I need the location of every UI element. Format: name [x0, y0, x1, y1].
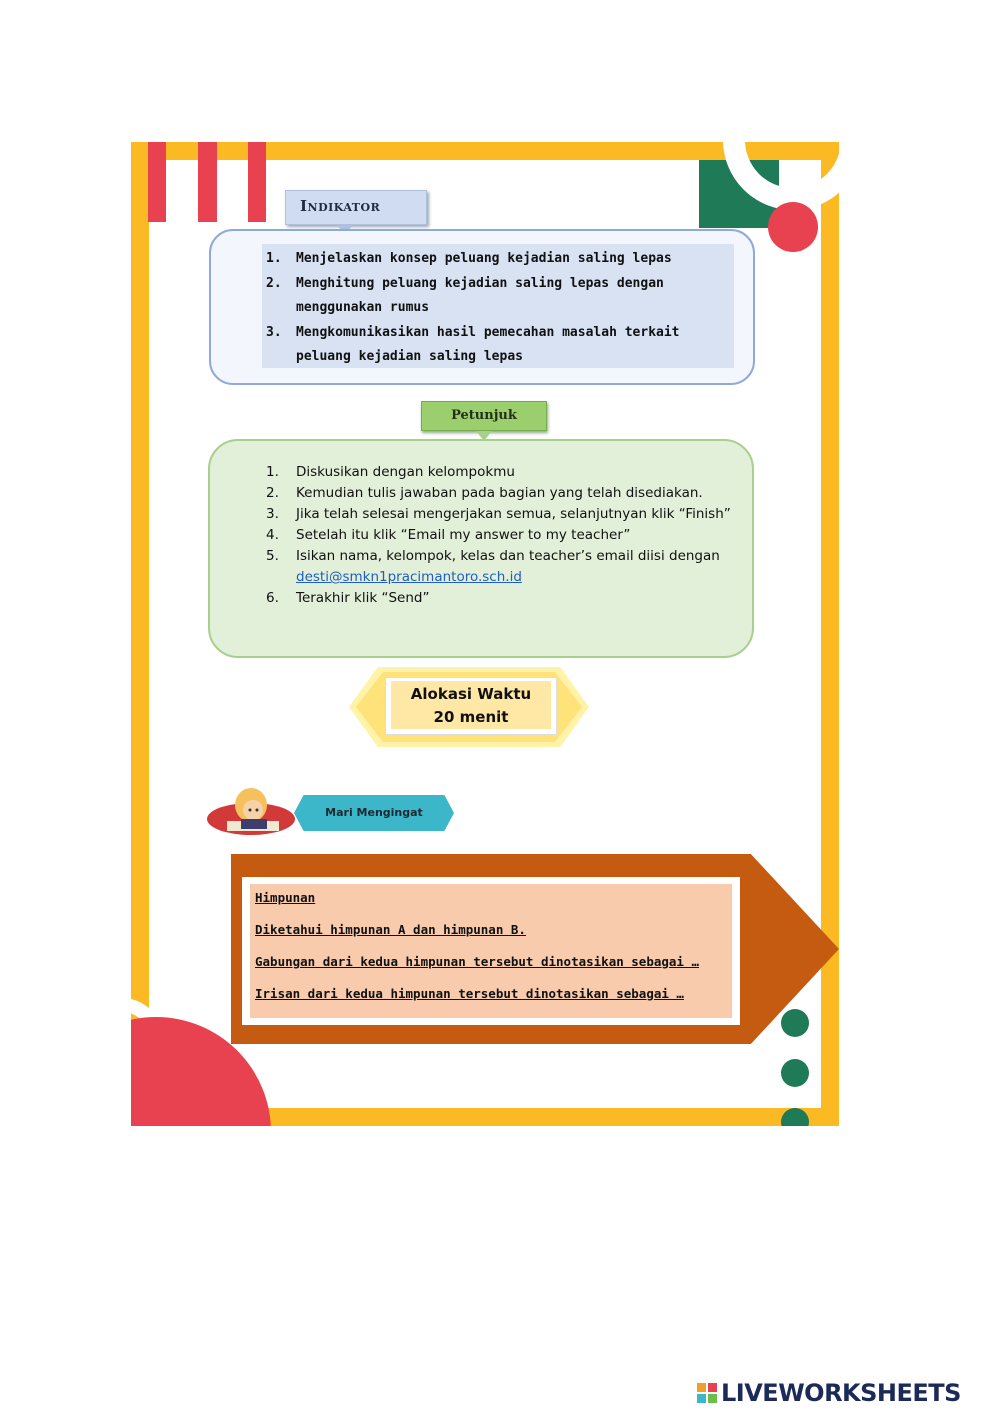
indikator-list: [266, 247, 728, 370]
himpunan-line: Diketahui himpunan A dan himpunan B.: [255, 922, 526, 937]
liveworksheets-logo: [697, 1376, 997, 1410]
list-text: Menghitung peluang kejadian saling lepas dengan menggunakan rumus: [296, 275, 664, 315]
list-number: 6.: [266, 590, 279, 606]
list-text: Setelah itu klik “Email my answer to my teacher”: [296, 527, 631, 543]
list-number: 5.: [266, 548, 279, 564]
list-text: Jika telah selesai mengerjakan semua, selanjutnyan klik “Finish”: [296, 506, 731, 522]
list-item: [266, 483, 736, 504]
green-dot-3: [781, 1108, 809, 1126]
list-number: 2.: [266, 275, 282, 291]
list-number: 1.: [266, 251, 282, 266]
list-item: [266, 272, 728, 321]
indikator-title-tag: [285, 190, 427, 225]
list-number: 3.: [266, 506, 279, 522]
red-stripe-3: [248, 142, 266, 222]
list-number: 3.: [266, 324, 282, 340]
list-text: Kemudian tulis jawaban pada bagian yang telah disediakan.: [296, 485, 703, 501]
list-number: 4.: [266, 527, 279, 543]
alokasi-waktu-label: Alokasi Waktu: [410, 685, 532, 703]
alokasi-waktu-duration: 20 menit: [433, 708, 509, 726]
list-text: Terakhir klik “Send”: [296, 590, 430, 606]
petunjuk-title: Petunjuk: [451, 408, 517, 423]
student-writing-illustration: [205, 783, 297, 839]
petunjuk-list: [266, 462, 736, 609]
list-item: [266, 588, 736, 609]
alokasi-waktu-text: [391, 683, 551, 729]
indikator-title: Indikator: [300, 197, 381, 215]
list-item: [266, 504, 736, 525]
list-text: Menjelaskan konsep peluang kejadian saling lepas: [296, 251, 672, 266]
list-item: [266, 247, 728, 272]
red-stripe-2: [198, 142, 217, 222]
himpunan-text: [255, 887, 730, 1015]
himpunan-line: Irisan dari kedua himpunan tersebut dinotasikan sebagai …: [255, 986, 684, 1001]
teacher-email-link[interactable]: desti@smkn1pracimantoro.sch.id: [296, 569, 522, 585]
list-item: [266, 321, 728, 370]
list-item: [266, 462, 736, 483]
list-text: Mengkomunikasikan hasil pemecahan masalah terkait peluang kejadian saling lepas: [296, 324, 680, 364]
himpunan-heading: Himpunan: [255, 890, 316, 905]
liveworksheets-logo-icon: [697, 1383, 717, 1403]
green-dot-1: [781, 1009, 809, 1037]
red-circle-decoration: [768, 202, 818, 252]
mari-mengingat-label: Mari Mengingat: [325, 806, 423, 819]
list-item: [266, 525, 736, 546]
petunjuk-title-tag: [421, 401, 547, 431]
green-dot-2: [781, 1059, 809, 1087]
list-number: 2.: [266, 485, 279, 501]
list-item: [266, 546, 736, 588]
list-number: 1.: [266, 464, 279, 480]
red-stripe-1: [148, 142, 166, 222]
himpunan-line: Gabungan dari kedua himpunan tersebut dinotasikan sebagai …: [255, 954, 700, 969]
list-text: Isikan nama, kelompok, kelas dan teacher’s email diisi dengan: [296, 548, 720, 564]
list-text: Diskusikan dengan kelompokmu: [296, 464, 515, 480]
liveworksheets-logo-text: LIVEWORKSHEETS: [721, 1379, 961, 1407]
